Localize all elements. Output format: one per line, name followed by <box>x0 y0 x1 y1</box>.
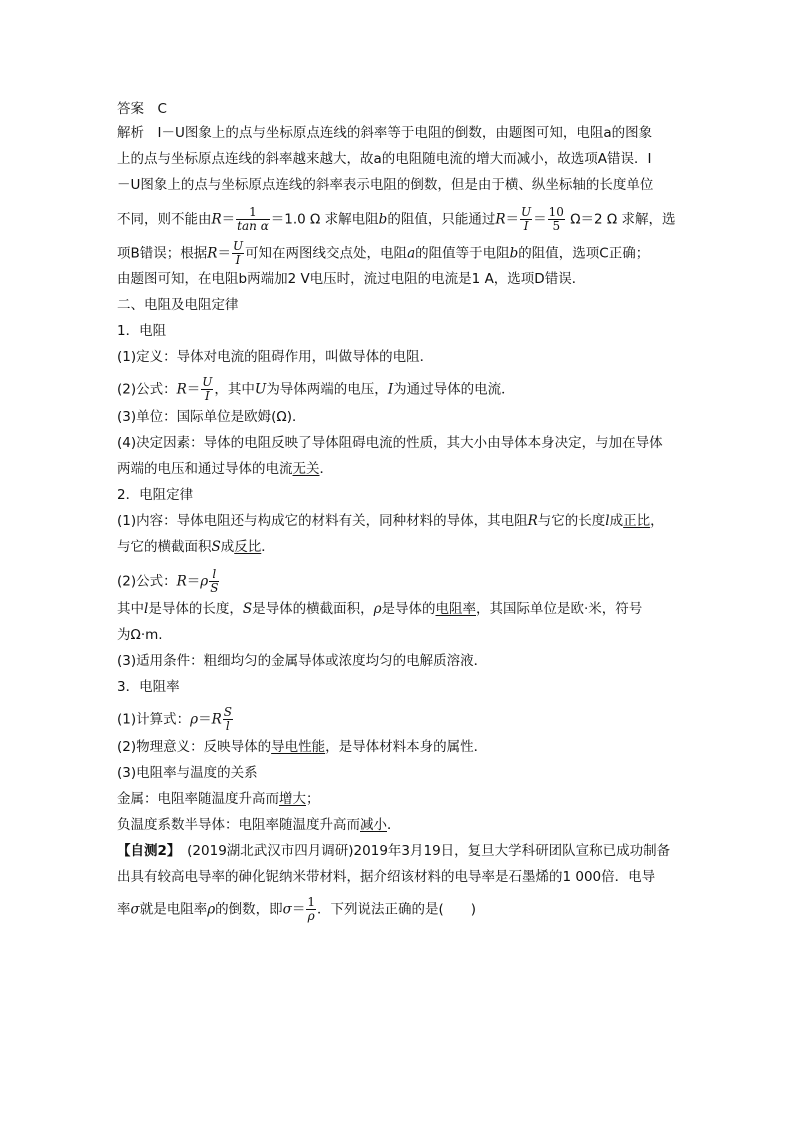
s1-definition: (1)定义：导体对电流的阻碍作用，叫做导体的电阻． <box>117 349 434 365</box>
analysis-line-2: 上的点与坐标原点连线的斜率越来越大，故a的电阻随电流的增大而减小，故选项A错误．I <box>117 151 652 167</box>
s2-condition: (3)适用条件：粗细均匀的金属导体或浓度均匀的电解质溶液． <box>117 653 488 669</box>
fill-blank-zhengbi: 正比 <box>623 513 651 529</box>
selftest-line-1: 【自测2】 (2019湖北武汉市四月调研)2019年3月19日，复旦大学科研团队宣称已成功制备 <box>117 843 671 859</box>
analysis-line-4: 不同，则不能由R＝ $\frac{1}{\text{tan α}}$ ＝1.0 Ω 求解电阻b的阻值，只能通过R＝ $\frac{U}{I}$ ＝ $\frac{10}{5}$ Ω＝2 Ω 求解，选 <box>117 205 676 233</box>
s2-content-line-2: 与它的横截面积S成反比． <box>117 539 275 555</box>
s1-factor-line-2: 两端的电压和通过导体的电流无关． <box>117 461 333 477</box>
fill-blank-fanbi: 反比 <box>234 539 262 555</box>
fraction-10-over-5: $\frac{10}{5}$ <box>548 205 564 233</box>
s3-metal: 金属：电阻率随温度升高而增大； <box>117 791 320 807</box>
s1-unit: (3)单位：国际单位是欧姆(Ω)． <box>117 409 306 425</box>
selftest-label: 【自测2】 <box>117 843 174 859</box>
section-title-2: 二、电阻及电阻定律 <box>117 297 239 313</box>
fraction-u-over-i-2: $\frac{U}{I}$ <box>232 239 244 267</box>
s3-title: 3．电阻率 <box>117 679 180 695</box>
s2-content-line-1: (1)内容：导体电阻还与构成它的材料有关，同种材料的导体，其电阻R与它的长度l成正比， <box>117 513 664 529</box>
answer-label: 答案 <box>117 101 144 117</box>
analysis-label: 解析 <box>117 125 144 141</box>
answer-line <box>117 100 677 118</box>
analysis-line-3: －U图象上的点与坐标原点连线的斜率表示电阻的倒数，但是由于横、纵坐标轴的长度单位 <box>117 177 654 193</box>
s2-explain-line-1: 其中l是导体的长度，S是导体的横截面积，ρ是导体的电阻率，其国际单位是欧·米，符号 <box>117 601 643 617</box>
fill-blank-zengda: 增大 <box>279 791 306 807</box>
s1-formula: (2)公式：R＝ $\frac{U}{I}$ ，其中U为导体两端的电压，I为通过导体的电流． <box>117 375 515 403</box>
analysis-line-1: 解析 I－U图象上的点与坐标原点连线的斜率等于电阻的倒数，由题图可知，电阻a的图象 <box>117 125 653 141</box>
fraction-1-over-rho: $\frac{1}{\rho}$ <box>307 895 316 923</box>
analysis-line-6: 由题图可知，在电阻b两端加2 V电压时，流过电阻的电流是1 A，选项D错误． <box>117 271 586 287</box>
fraction-1-over-tan: $\frac{1}{\text{tan α}}$ <box>237 205 269 233</box>
selftest-line-3: 率σ就是电阻率ρ的倒数，即σ＝ $\frac{1}{\rho}$ ．下列说法正确的是( ) <box>117 895 477 923</box>
s3-temperature: (3)电阻率与温度的关系 <box>117 765 258 781</box>
s3-semiconductor: 负温度系数半导体：电阻率随温度升高而减小． <box>117 817 401 833</box>
fraction-u-over-i: $\frac{U}{I}$ <box>521 205 532 233</box>
fraction-s-over-l: $\frac{S}{l}$ <box>223 705 232 733</box>
fraction-l-over-s: $\frac{l}{S}$ <box>210 567 219 595</box>
fill-blank-daodianxingneng: 导电性能 <box>271 739 326 755</box>
s1-factor-line-1: (4)决定因素：导体的电阻反映了导体阻碍电流的性质，其大小由导体本身决定，与加在导体 <box>117 435 663 451</box>
s2-explain-line-2: 为Ω·m. <box>117 627 163 643</box>
fill-blank-jianxiao: 减小 <box>360 817 387 833</box>
selftest-line-2: 出具有较高电导率的砷化铌纳米带材料，据介绍该材料的电导率是石墨烯的1 000倍．电导 <box>117 869 656 885</box>
fill-blank-wuguan: 无关 <box>292 461 320 477</box>
s2-formula: (2)公式：R＝ρ $\frac{l}{S}$ <box>117 567 219 595</box>
s1-title: 1．电阻 <box>117 323 167 339</box>
s3-meaning: (2)物理意义：反映导体的导电性能，是导体材料本身的属性． <box>117 739 488 755</box>
s2-title: 2．电阻定律 <box>117 487 194 503</box>
analysis-line-5: 项B错误；根据R＝ $\frac{U}{I}$ 可知在两图线交点处，电阻a的阻值等于电阻b的阻值，选项C正确； <box>117 239 650 267</box>
answer-value: C <box>157 101 167 117</box>
fraction-s1-u-over-i: $\frac{U}{I}$ <box>202 375 213 403</box>
fill-blank-dianzulv: 电阻率 <box>435 601 477 617</box>
s3-formula: (1)计算式：ρ＝R $\frac{S}{l}$ <box>117 705 232 733</box>
